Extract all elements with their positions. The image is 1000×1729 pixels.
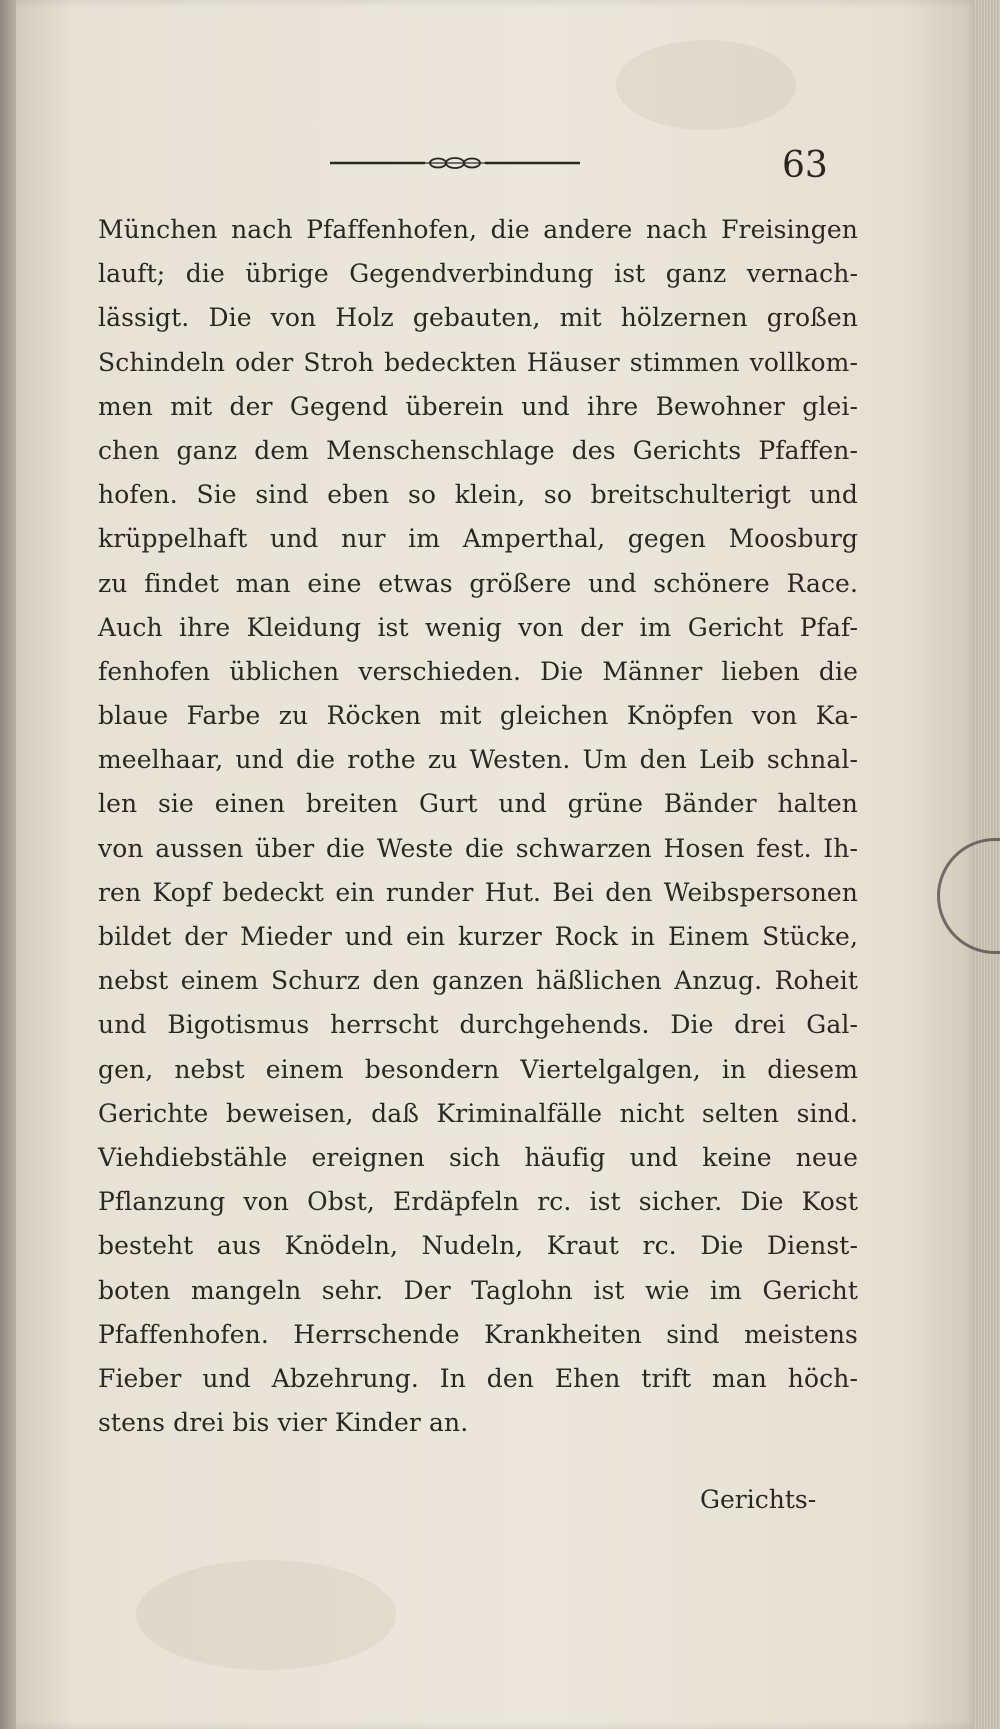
text-line: und Bigotismus herrscht durchgehends. Die drei Gal- — [98, 1010, 858, 1040]
text-line: fenhofen üblichen verschieden. Die Männer lieben die — [98, 656, 858, 686]
text-line: chen ganz dem Menschenschlage des Gerichts Pfaffen- — [98, 435, 858, 465]
text-line: zu findet man eine etwas größere und schönere Race. — [98, 568, 858, 598]
text-line: Pflanzung von Obst, Erdäpfeln rc. ist sicher. Die Kost — [98, 1187, 858, 1217]
text-line: Gerichte beweisen, daß Kriminalfälle nicht selten sind. — [98, 1098, 858, 1128]
text-line: nebst einem Schurz den ganzen häßlichen Anzug. Roheit — [98, 966, 858, 996]
text-line: hofen. Sie sind eben so klein, so breitschulterigt und — [98, 480, 858, 510]
text-line: lauft; die übrige Gegendverbindung ist ganz vernach- — [98, 259, 858, 289]
text-line: von aussen über die Weste die schwarzen Hosen fest. Ih- — [98, 833, 858, 863]
text-line: men mit der Gegend überein und ihre Bewohner glei- — [98, 391, 858, 421]
text-line: Auch ihre Kleidung ist wenig von der im Gericht Pfaf- — [98, 612, 858, 642]
paper-stain — [136, 1560, 396, 1670]
text-line: besteht aus Knödeln, Nudeln, Kraut rc. Die Dienst- — [98, 1231, 858, 1261]
text-line: blaue Farbe zu Röcken mit gleichen Knöpfen von Ka- — [98, 701, 858, 731]
text-line: len sie einen breiten Gurt und grüne Bänder halten — [98, 789, 858, 819]
paper-stain — [616, 40, 796, 130]
text-line: meelhaar, und die rothe zu Westen. Um den Leib schnal- — [98, 745, 858, 775]
text-line: Schindeln oder Stroh bedeckten Häuser stimmen vollkom- — [98, 347, 858, 377]
text-line: ren Kopf bedeckt ein runder Hut. Bei den Weibspersonen — [98, 877, 858, 907]
text-line: lässigt. Die von Holz gebauten, mit hölzernen großen — [98, 303, 858, 333]
text-line: Pfaffenhofen. Herrschende Krankheiten sind meistens — [98, 1319, 858, 1349]
ornament-rule-icon — [330, 156, 580, 170]
catchword: Gerichts- — [700, 1485, 817, 1514]
text-line: München nach Pfaffenhofen, die andere nach Freisingen — [98, 215, 858, 244]
text-line: stens drei bis vier Kinder an. — [98, 1408, 469, 1438]
text-line: Fieber und Abzehrung. In den Ehen trift man höch- — [98, 1363, 858, 1393]
page-number: 63 — [782, 145, 828, 186]
text-line: bildet der Mieder und ein kurzer Rock in Einem Stücke, — [98, 922, 858, 951]
body-text — [98, 208, 858, 1445]
text-line: Viehdiebstähle ereignen sich häufig und keine neue — [98, 1142, 858, 1172]
text-line: krüppelhaft und nur im Amperthal, gegen Moosburg — [98, 524, 858, 554]
text-line: boten mangeln sehr. Der Taglohn ist wie im Gericht — [98, 1275, 858, 1305]
text-line: gen, nebst einem besondern Viertelgalgen, in diesem — [98, 1054, 858, 1084]
